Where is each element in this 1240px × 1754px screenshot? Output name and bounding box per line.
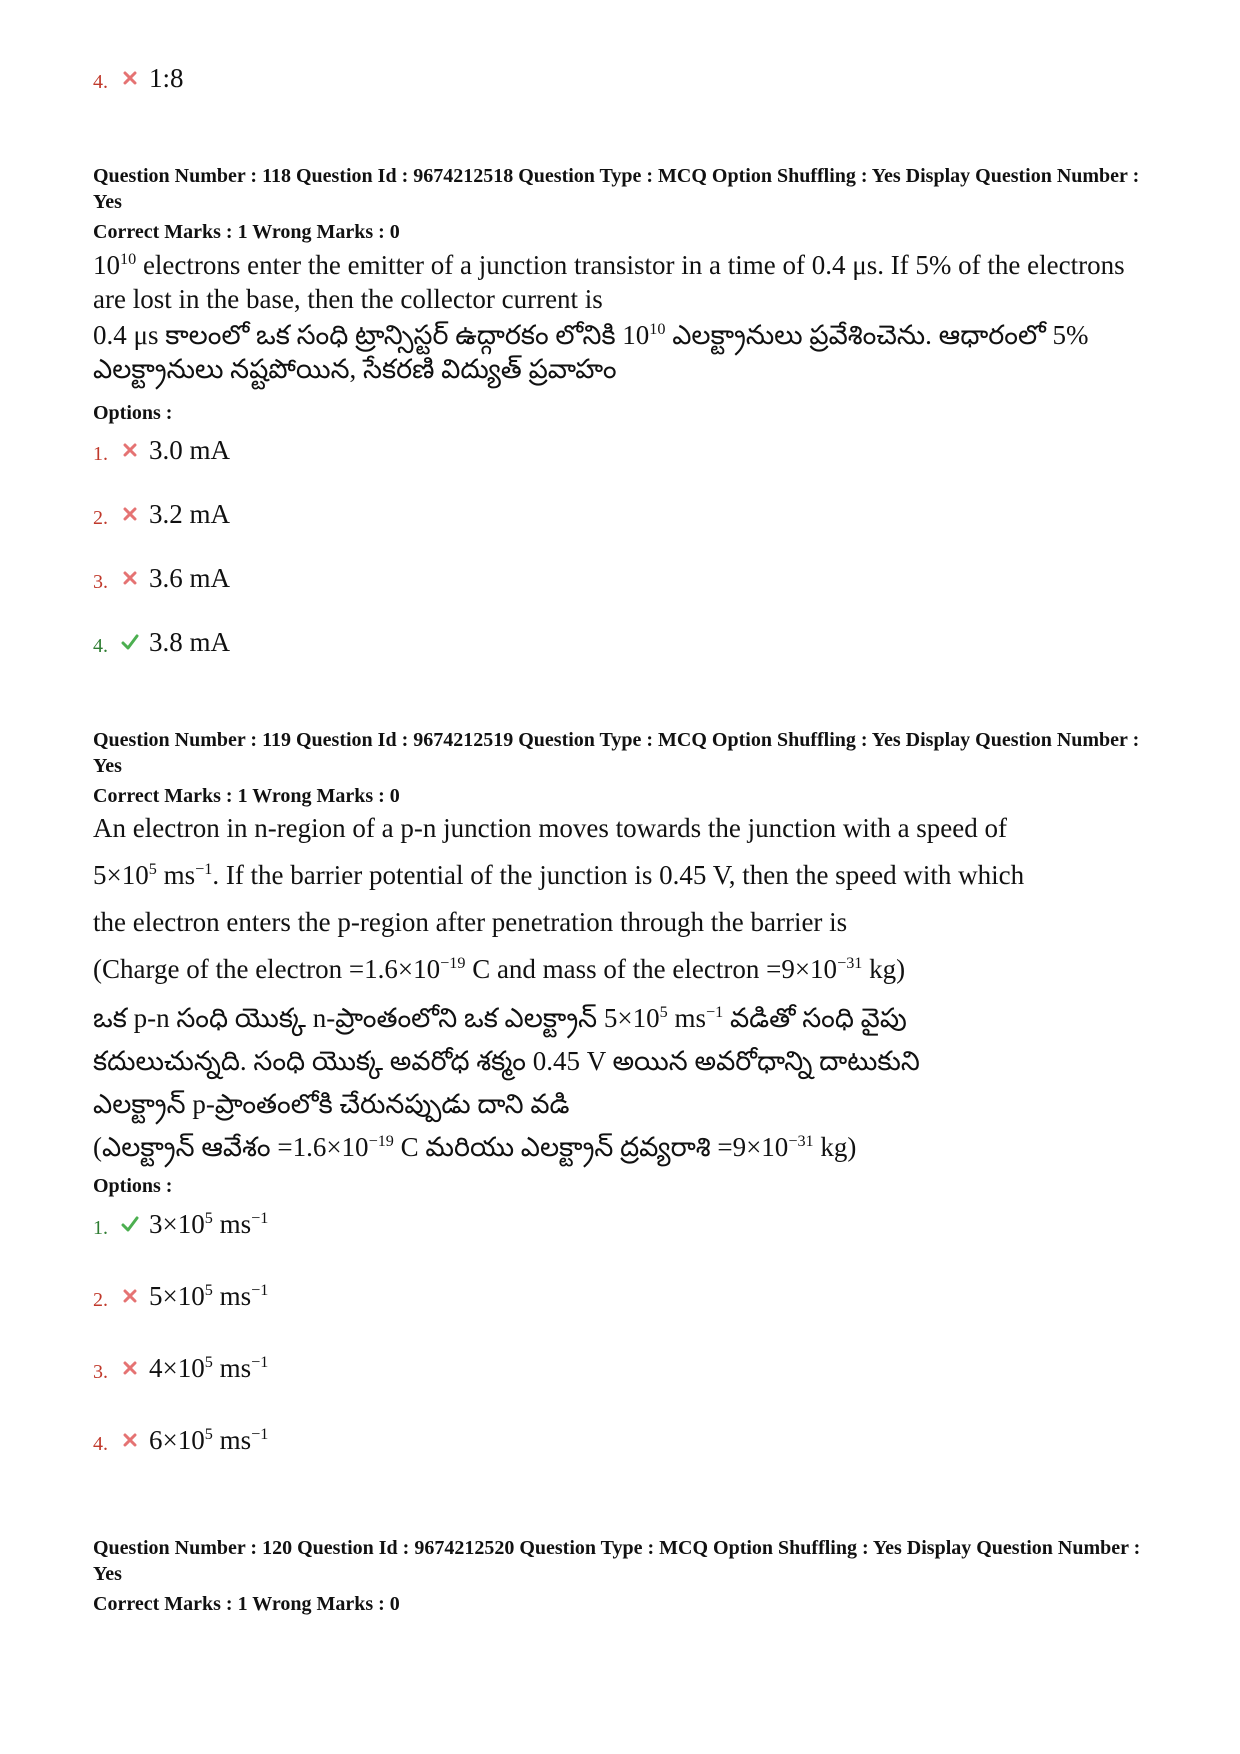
- cross-icon: [121, 505, 139, 523]
- option-number: 4.: [93, 1432, 108, 1455]
- option-number: 1.: [93, 1216, 108, 1239]
- question-text-telugu: 0.4 μs కాలంలో ఒక సంధి ట్రాన్సిస్టర్ ఉద్గారకం లోనికి $10^{10}$ ఎలక్ట్రానులు ప్రవేశించెను. ఆధారంలో 5% ఎలక్ట్రానులు నష్టపోయిన, సేకరణి విద్యుత్ ప్రవాహం: [93, 320, 1089, 384]
- option-value: 1:8: [149, 62, 184, 93]
- option-value: 3.8 mA: [149, 626, 230, 657]
- option-row: [93, 622, 230, 662]
- option-value: $6\times 10^5$ $ms^{-1}$: [149, 1424, 269, 1455]
- cross-icon: [121, 1359, 139, 1377]
- question-marks: Correct Marks : 1 Wrong Marks : 0: [93, 1593, 400, 1615]
- option-row: [93, 1420, 268, 1460]
- options-label: Options :: [93, 402, 173, 424]
- option-row: [93, 494, 230, 534]
- question-text-telugu: ఒక p-n సంధి యొక్క n-ప్రాంతంలోని ఒక ఎలక్ట్రాన్ $5\times 10^5$ $ms^{-1}$ వడితో సంధి వైపు కదులుచున్నది. సంధి యొక్క అవరోధ శక్మం 0.45 V అయిన అవరోధాన్ని దాటుకుని ఎలక్ట్రాన్ p-ప్రాంతంలోకి చేరునప్పుడు దాని వడి (ఎలక్ట్రాన్ ఆవేశం $=1.6\times 10^{-19}$ C మరియు ఎలక్ట్రాన్ ద్రవ్యరాశి $=9\times 10^{-31}$ kg): [93, 1003, 920, 1162]
- question-120-header: [93, 1535, 1143, 1617]
- option-number: 3.: [93, 570, 108, 593]
- question-marks: Correct Marks : 1 Wrong Marks : 0: [93, 221, 400, 243]
- cross-icon: [121, 69, 139, 87]
- question-119-text: [93, 805, 1153, 1169]
- option-row: [93, 558, 230, 598]
- question-text-english: $10^{10}$ electrons enter the emitter of a junction transistor in a time of 0.4 μs. If 5% of the electrons are lost in the base, then the collector current is: [93, 250, 1125, 314]
- option-value: $4\times 10^5$ $ms^{-1}$: [149, 1352, 269, 1383]
- option-value: 3.2 mA: [149, 498, 230, 529]
- cross-icon: [121, 441, 139, 459]
- option-number: 3.: [93, 1360, 108, 1383]
- option-row: [93, 1348, 268, 1388]
- option-row: [93, 1276, 268, 1316]
- option-value: $3\times 10^5$ $ms^{-1}$: [149, 1208, 269, 1239]
- option-row: [93, 58, 184, 98]
- question-marks: Correct Marks : 1 Wrong Marks : 0: [93, 785, 400, 807]
- question-meta: Question Number : 120 Question Id : 9674212520 Question Type : MCQ Option Shuffling : Yes Display Question Number : Yes: [93, 1537, 1141, 1585]
- options-label: Options :: [93, 1175, 173, 1197]
- check-icon: [121, 1215, 139, 1233]
- option-row: [93, 430, 230, 470]
- option-number: 4.: [93, 634, 108, 657]
- question-meta: Question Number : 119 Question Id : 9674212519 Question Type : MCQ Option Shuffling : Yes Display Question Number : Yes: [93, 729, 1140, 777]
- cross-icon: [121, 569, 139, 587]
- option-number: 1.: [93, 442, 108, 465]
- option-value: 3.0 mA: [149, 434, 230, 465]
- cross-icon: [121, 1287, 139, 1305]
- option-number: 2.: [93, 1288, 108, 1311]
- question-119-header: [93, 727, 1143, 809]
- option-number: 2.: [93, 506, 108, 529]
- check-icon: [121, 633, 139, 651]
- question-meta: Question Number : 118 Question Id : 9674212518 Question Type : MCQ Option Shuffling : Yes Display Question Number : Yes: [93, 165, 1140, 213]
- option-number: 4.: [93, 70, 108, 93]
- question-text-english: An electron in n-region of a p-n junction moves towards the junction with a speed of $5\times 10^5$ $ms^{-1}$. If the barrier potential of the junction is 0.45 V, then the speed with which the electron enters the p-region after penetration through the barrier is (Charge of the electron $=1.6\times 10^{-19}$ C and mass of the electron $=9\times 10^{-31}$ kg): [93, 813, 1025, 984]
- cross-icon: [121, 1431, 139, 1449]
- option-value: $5\times 10^5$ $ms^{-1}$: [149, 1280, 269, 1311]
- option-row: [93, 1204, 268, 1244]
- question-118-text: [93, 248, 1143, 386]
- question-118-header: [93, 163, 1143, 245]
- option-value: 3.6 mA: [149, 562, 230, 593]
